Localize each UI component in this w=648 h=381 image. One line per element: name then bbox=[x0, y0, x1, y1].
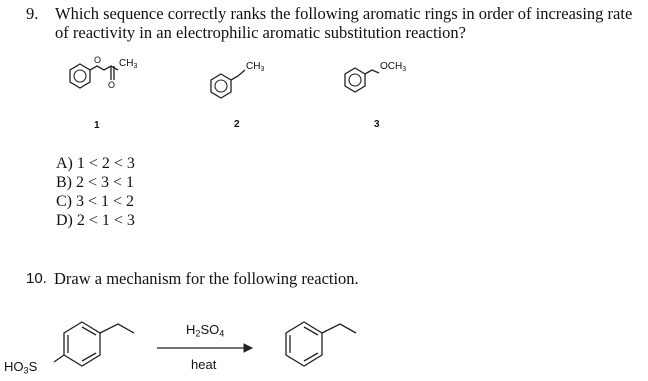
choice-d: D) 2 < 1 < 3 bbox=[56, 212, 135, 229]
choice-b: B) 2 < 3 < 1 bbox=[56, 174, 135, 191]
product-benzene-ring bbox=[286, 322, 322, 366]
question-9-text-line1: Which sequence correctly ranks the following aromatic rings in order of increasing rate bbox=[55, 4, 633, 23]
compound-3-label: 3 bbox=[374, 119, 380, 130]
choice-c: C) 3 < 1 < 2 bbox=[56, 193, 135, 210]
reagent-label: $H_2SO_4$ bbox=[186, 322, 225, 339]
question-10-number: 10. bbox=[26, 270, 47, 287]
sulfonic-acid-group-label: $HO_3S$ bbox=[4, 359, 38, 376]
question-9-number: 9. bbox=[26, 4, 39, 23]
compound-1-methyl-label: $CH_3$ bbox=[119, 58, 138, 70]
question-10-text: Draw a mechanism for the following reaction. bbox=[54, 269, 359, 288]
compound-2-label: 2 bbox=[234, 119, 240, 130]
question-9-text-line2: of reactivity in an electrophilic aromatic substitution reaction? bbox=[55, 23, 466, 42]
compound-1-carbonyl-oxygen: O bbox=[108, 80, 116, 90]
compound-2-methyl-label: $CH_3$ bbox=[246, 61, 265, 73]
compound-1-label: 1 bbox=[94, 120, 100, 131]
compound-3-methoxy-label: $OCH_3$ bbox=[380, 61, 407, 73]
condition-label: heat bbox=[191, 357, 217, 372]
compound-1-ester-oxygen: O bbox=[94, 55, 102, 65]
choice-a: A) 1 < 2 < 3 bbox=[56, 155, 135, 172]
